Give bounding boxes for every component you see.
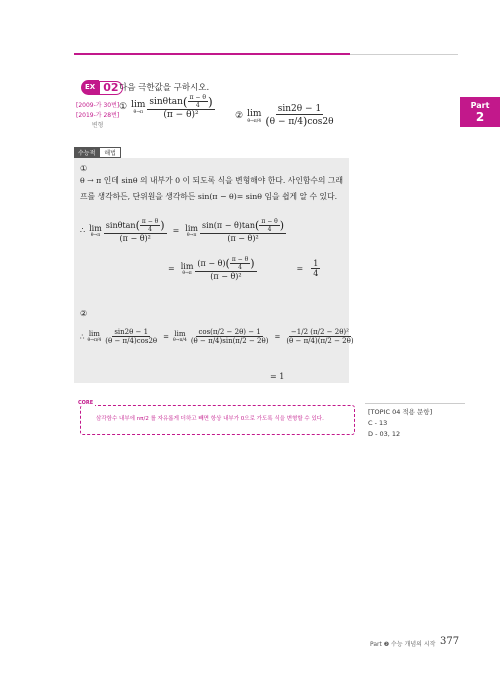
part-tab-number: 2 [475, 110, 485, 124]
problem-2-fraction: sin2θ − 1 ( θ − π/4 ) cos2θ [265, 104, 334, 128]
example-sources [76, 101, 119, 131]
example-badge-label: EX [81, 80, 99, 95]
side-note-line: D - 03, 12 [368, 430, 401, 438]
solution-badge-a: 수능적 [74, 147, 99, 158]
limit-operator: lim θ→π [131, 99, 146, 115]
problem-2-marker: ② [235, 111, 244, 121]
source-line: [2019-가 28번] [76, 112, 120, 119]
problem-1-marker: ① [119, 102, 128, 112]
solution-text-2: 프를 생각하든, 단위원을 생각하든 sin(π − θ)= sinθ 임을 쉽게 알 수 있다. [80, 192, 338, 201]
side-note-rule [365, 403, 465, 404]
part-tab[interactable] [460, 97, 500, 127]
problem-1 [119, 94, 215, 120]
header-rule [350, 54, 458, 55]
solution-2-equation: ∴ lim θ→π/4 sin2θ − 1 ( θ − π/4 ) cos2θ = lim θ→π/4 $\frac{\cos(\pi/2 - 2\theta) - 1}{(\theta - \pi/4)\sin(\pi/2 - 2\theta)}$ = $\frac{\text{−1/2 (π/2 − 2θ)²}}{(\theta - \pi/4)(\pi/2 - 2\theta)}$ [80, 328, 354, 345]
header-rule-accent [74, 53, 350, 55]
page-number: 377 [440, 636, 460, 647]
part-tab-label: Part [470, 101, 490, 110]
side-note-title: [TOPIC 04 적용 문항] [368, 408, 433, 416]
example-prompt: 다음 극한값을 구하시오. [119, 83, 210, 93]
solution-marker-2: ② [80, 309, 87, 318]
problem-2 [235, 104, 336, 128]
solution-badge [74, 147, 121, 158]
example-badge-number: 02 [99, 81, 122, 95]
solution-text-1: θ → π 인데 sinθ 의 내부가 0 이 되도록 식을 변형해야 한다. 사인함수의 그래 [80, 176, 343, 185]
solution-badge-b: 해법 [99, 147, 121, 158]
example-badge [81, 80, 123, 95]
core-tip-text: 삼각함수 내부에 nπ/2 를 자유롭게 더하고 빼면 항상 내부가 0으로 가도록 식을 변형할 수 있다. [96, 416, 324, 422]
limit-operator: lim θ→π/4 [247, 108, 262, 124]
source-line: 변형 [91, 122, 104, 129]
solution-marker-1: ① [80, 164, 87, 173]
side-note [368, 407, 432, 440]
source-line: [2009-가 30번] [76, 102, 120, 109]
footer-section-title: Part ❷ 수능 개념의 시작 [370, 641, 436, 648]
problem-1-fraction: sinθtan ( $\frac{\pi - \theta}{4}$ ) (π − θ)² [149, 94, 213, 120]
side-note-line: C - 13 [368, 419, 388, 427]
core-tip-label: CORE [78, 400, 94, 406]
solution-1-equation-line-2: = lim θ→π (π − θ) ( $\frac{\pi - \theta}{4}$ ) (π − θ)² = $\frac{1}{4}$ [168, 256, 319, 281]
result-2: = 1 [270, 372, 285, 381]
solution-1-equation-line-1: ∴ lim θ→π sinθtan ( $\frac{\pi - \theta}{4}$ ) (π − θ)² = lim θ→π sin(π − θ)tan ( $\frac{\pi - \theta}{4}$ ) (π − θ)² [80, 218, 285, 243]
result-1: $\frac{1}{4}$ [313, 259, 319, 278]
